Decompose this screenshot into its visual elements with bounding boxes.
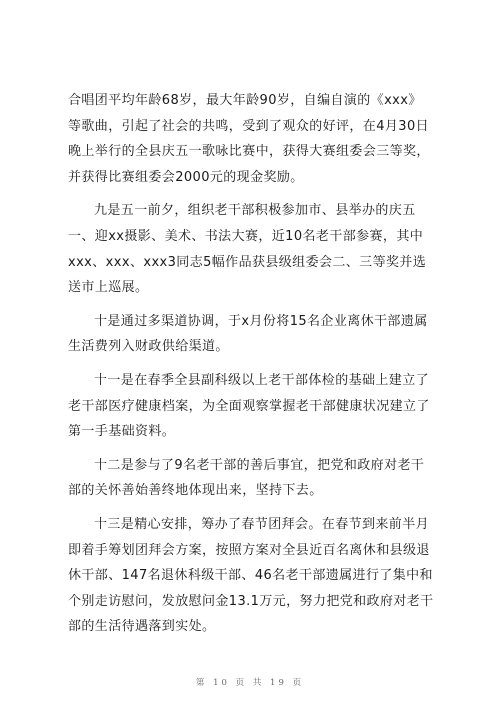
paragraph-item-11: 十一是在春季全县副科级以上老干部体检的基础上建立了老干部医疗健康档案，为全面观察掌握老干部健康状况建立了第一手基础资料。 [68, 372, 430, 440]
paragraph-item-10: 十是通过多渠道协调，于x月份将15名企业离休干部遗属生活费列入财政供给渠道。 [68, 313, 428, 355]
paragraph-item-9: 九是五一前夕，组织老干部积极参加市、县举办的庆五一、迎xx摄影、美术、书法大赛，近10名老干部参赛，其中xxx、xxx、xxx3同志5幅作品获县级组委会二、三等奖并选送市上巡展。 [68, 203, 427, 296]
paragraph-item-12: 十二是参与了9名老干部的善后事宜，把党和政府对老干部的关怀善始善终地体现出来，坚持下去。 [68, 457, 425, 499]
paragraph-item-13: 十三是精心安排，筹办了春节团拜会。在春节到来前半月即着手筹划团拜会方案，按照方案对全县近百名离休和县级退休干部、147名退休科级干部、46名老干部遗属进行了集中和个别走访慰问，发放慰问金13.1万元，努力把党和政府对老干部的生活待遇落到实处。 [68, 516, 434, 635]
page-number-footer: 第 10 页 共 19 页 [195, 678, 305, 688]
document-body [68, 88, 434, 648]
paragraph-continuation: 合唱团平均年龄68岁，最大年龄90岁，自编自演的《xxx》等歌曲，引起了社会的共鸣，受到了观众的好评，在4月30日晚上举行的全县庆五一歌咏比赛中，获得大赛组委会三等奖，并获得比赛组委会2000元的现金奖励。 [68, 93, 430, 185]
